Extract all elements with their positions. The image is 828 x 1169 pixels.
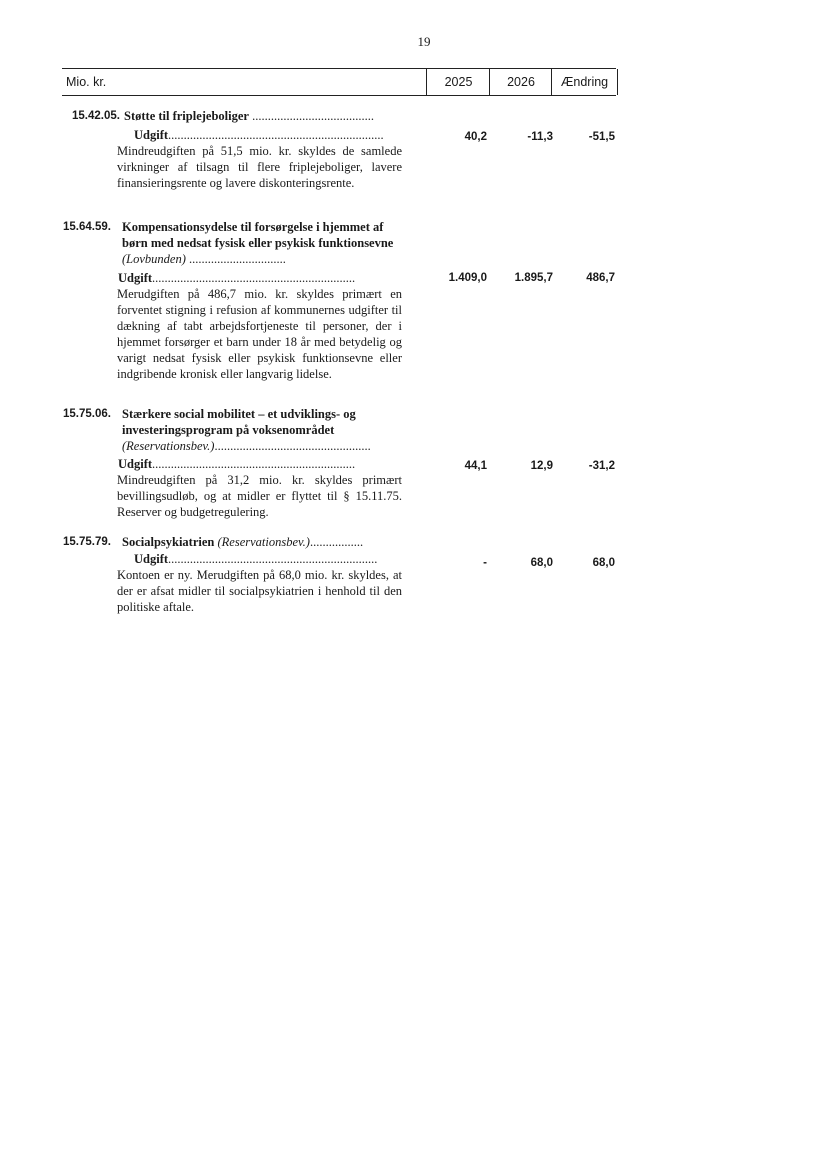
year-2026-header: 2026 [489, 69, 552, 95]
account-title: Stærkere social mobilitet – et udviklings- og investeringsprogram på voksenområdet (Reservationsbev.).................................................. [122, 407, 371, 453]
expense-label: Udgift................................................................. [118, 457, 356, 471]
page-number: 19 [417, 34, 431, 49]
expense-label-text: Udgift [118, 457, 153, 471]
account-title-text: Støtte til friplejeboliger [124, 109, 249, 123]
account-title: Kompensationsydelse til forsørgelse i hjemmet af børn med nedsat fysisk eller psykisk funktionsevne (Lovbunden) ............................... [122, 220, 394, 266]
value-2026: 1.895,7 [514, 272, 553, 284]
account-title-text: Kompensationsydelse til forsørgelse i hjemmet af børn med nedsat fysisk eller psykisk funktionsevne [122, 220, 394, 250]
value-change: 68,0 [592, 557, 615, 569]
account-title: Socialpsykiatrien (Reservationsbev.)................. [122, 535, 364, 549]
value-change: -51,5 [588, 131, 615, 143]
value-2025: - [483, 557, 487, 569]
expense-label: Udgift................................................................... [134, 552, 378, 566]
expense-label: Udgift................................................................. [118, 271, 356, 285]
change-header: Ændring [551, 69, 618, 95]
expense-label-text: Udgift [118, 271, 153, 285]
value-change: 486,7 [586, 272, 615, 284]
account-description: Kontoen er ny. Merudgiften på 68,0 mio. kr. skyldes, at der er afsat midler til socialpsykiatrien i henhold til den politiske aftale. [117, 568, 402, 614]
account-description: Merudgiften på 486,7 mio. kr. skyldes primært en forventet stigning i refusion af kommunernes udgifter til dækning af tabt arbejdsfortjeneste til personer, der i hjemmet forsørger et barn under 18 år med betydelig og varigt nedsat fysisk eller psykisk funktionsevne eller indgribende kronisk eller langvarig lidelse. [117, 287, 402, 381]
account-code: 15.75.79. [63, 536, 111, 548]
account-code: 15.64.59. [63, 221, 111, 233]
account-tag: (Reservationsbev.) [217, 535, 310, 549]
account-description: Mindreudgiften på 31,2 mio. kr. skyldes primært bevillingsudløb, og at midler er flyttet til § 15.11.75. Reserver og budgetregulering. [117, 473, 402, 519]
value-2025: 44,1 [464, 460, 487, 472]
value-2025: 40,2 [464, 131, 487, 143]
value-2026: -11,3 [527, 131, 553, 143]
value-2026: 12,9 [530, 460, 553, 472]
account-tag: (Reservationsbev.) [122, 439, 215, 453]
expense-label-text: Udgift [134, 128, 169, 142]
account-code: 15.42.05. [72, 110, 120, 122]
year-2025-header: 2025 [426, 69, 490, 95]
expense-label: Udgift..................................................................... [134, 128, 384, 142]
account-tag: (Lovbunden) [122, 252, 186, 266]
value-2026: 68,0 [530, 557, 553, 569]
account-title: Støtte til friplejeboliger ....................................... [124, 109, 374, 123]
value-change: -31,2 [588, 460, 615, 472]
account-title-text: Stærkere social mobilitet – et udviklings- og investeringsprogram på voksenområdet [122, 407, 356, 437]
value-2025: 1.409,0 [448, 272, 487, 284]
unit-header: Mio. kr. [66, 75, 107, 89]
account-code: 15.75.06. [63, 408, 111, 420]
table-header [62, 68, 616, 96]
expense-label-text: Udgift [134, 552, 169, 566]
account-title-text: Socialpsykiatrien [122, 535, 215, 549]
account-description: Mindreudgiften på 51,5 mio. kr. skyldes de samlede virkninger af tilsagn til flere friplejeboliger, lavere finansieringsrente og lavere diskonteringsrente. [117, 144, 402, 190]
